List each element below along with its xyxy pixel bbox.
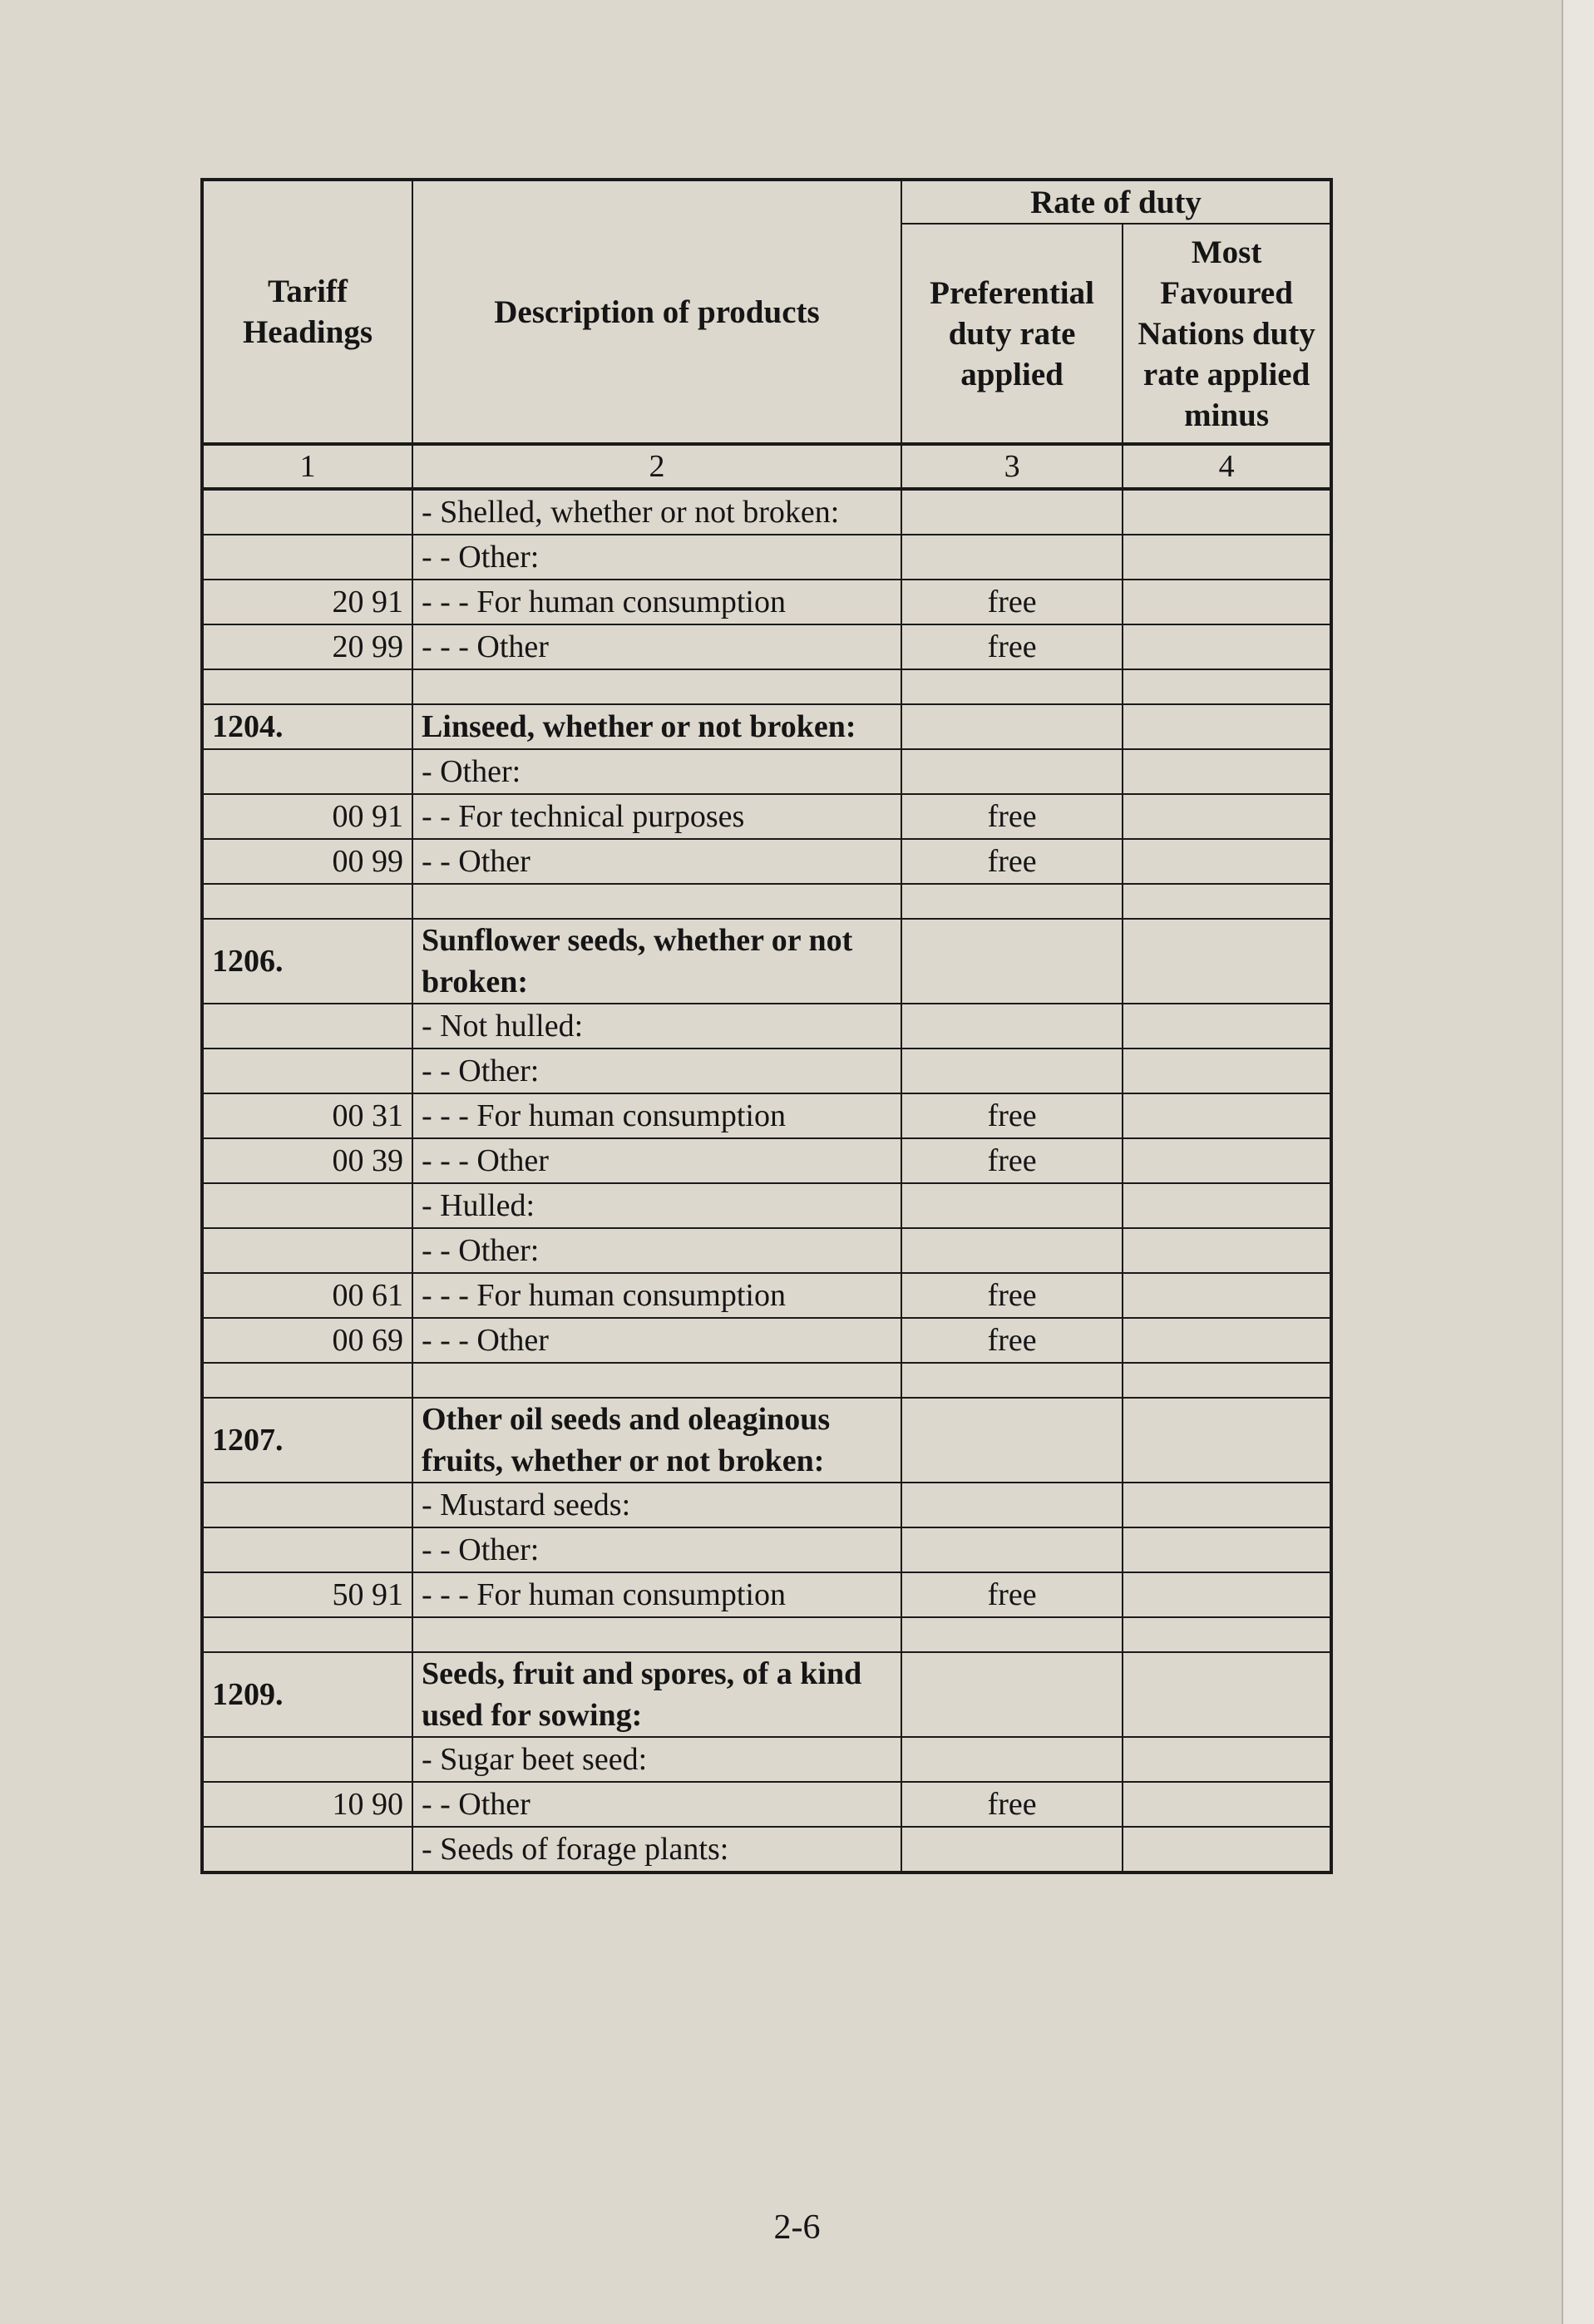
mfn-rate-cell	[1123, 1138, 1331, 1183]
preferential-rate-cell	[901, 1363, 1123, 1398]
table-row	[202, 624, 1331, 669]
tariff-heading-cell: 1204.	[202, 704, 412, 749]
tariff-heading-cell	[202, 749, 412, 794]
description-cell: - Seeds of forage plants:	[412, 1827, 901, 1873]
table-row	[202, 704, 1331, 749]
table-row	[202, 839, 1331, 884]
preferential-rate-cell: free	[901, 794, 1123, 839]
table-row	[202, 749, 1331, 794]
header-tariff-headings: Tariff Headings	[202, 180, 412, 444]
description-cell: - - Other	[412, 1782, 901, 1827]
mfn-rate-cell	[1123, 535, 1331, 580]
preferential-rate-cell	[901, 1004, 1123, 1049]
preferential-rate-cell	[901, 1228, 1123, 1273]
tariff-heading-cell	[202, 884, 412, 919]
table-row	[202, 794, 1331, 839]
mfn-rate-cell	[1123, 1737, 1331, 1782]
tariff-heading-cell	[202, 1527, 412, 1572]
preferential-rate-cell	[901, 919, 1123, 1004]
table-row	[202, 1483, 1331, 1527]
preferential-rate-cell: free	[901, 1093, 1123, 1138]
description-cell: - - Other:	[412, 535, 901, 580]
mfn-rate-cell	[1123, 669, 1331, 704]
col-number-2: 2	[412, 444, 901, 489]
table-row	[202, 919, 1331, 1004]
description-cell: Seeds, fruit and spores, of a kind used for sowing:	[412, 1652, 901, 1737]
description-cell: - - - Other	[412, 1318, 901, 1363]
tariff-heading-cell	[202, 1483, 412, 1527]
table-row	[202, 1004, 1331, 1049]
tariff-heading-cell: 20 91	[202, 580, 412, 624]
mfn-rate-cell	[1123, 1483, 1331, 1527]
description-cell: Other oil seeds and oleaginous fruits, whether or not broken:	[412, 1398, 901, 1483]
mfn-rate-cell	[1123, 1004, 1331, 1049]
preferential-rate-cell	[901, 1398, 1123, 1483]
mfn-rate-cell	[1123, 1318, 1331, 1363]
col-number-1: 1	[202, 444, 412, 489]
table-row	[202, 1138, 1331, 1183]
mfn-rate-cell	[1123, 1363, 1331, 1398]
tariff-heading-cell: 1207.	[202, 1398, 412, 1483]
mfn-rate-cell	[1123, 1228, 1331, 1273]
table-row	[202, 1273, 1331, 1318]
preferential-rate-cell	[901, 669, 1123, 704]
preferential-rate-cell: free	[901, 1782, 1123, 1827]
tariff-heading-cell: 1209.	[202, 1652, 412, 1737]
description-cell: - - - For human consumption	[412, 1572, 901, 1617]
mfn-rate-cell	[1123, 704, 1331, 749]
description-cell: - - - For human consumption	[412, 1273, 901, 1318]
page-edge	[1562, 0, 1594, 2324]
preferential-rate-cell	[901, 489, 1123, 535]
table-row	[202, 1572, 1331, 1617]
tariff-heading-cell: 00 61	[202, 1273, 412, 1318]
mfn-rate-cell	[1123, 1273, 1331, 1318]
preferential-rate-cell	[901, 1527, 1123, 1572]
table-row	[202, 1827, 1331, 1873]
tariff-heading-cell	[202, 1049, 412, 1093]
description-cell	[412, 1617, 901, 1652]
tariff-heading-cell: 20 99	[202, 624, 412, 669]
description-cell: - - - For human consumption	[412, 580, 901, 624]
table-row	[202, 489, 1331, 535]
preferential-rate-cell	[901, 884, 1123, 919]
table-row	[202, 1652, 1331, 1737]
description-cell: - Mustard seeds:	[412, 1483, 901, 1527]
preferential-rate-cell: free	[901, 580, 1123, 624]
description-cell: - Not hulled:	[412, 1004, 901, 1049]
description-cell	[412, 1363, 901, 1398]
preferential-rate-cell: free	[901, 624, 1123, 669]
preferential-rate-cell	[901, 704, 1123, 749]
preferential-rate-cell: free	[901, 1318, 1123, 1363]
preferential-rate-cell	[901, 1617, 1123, 1652]
mfn-rate-cell	[1123, 794, 1331, 839]
table-row	[202, 1737, 1331, 1782]
table-row	[202, 1782, 1331, 1827]
preferential-rate-cell	[901, 1183, 1123, 1228]
tariff-heading-cell: 00 99	[202, 839, 412, 884]
description-cell: - - - For human consumption	[412, 1093, 901, 1138]
tariff-body	[202, 489, 1331, 1873]
page-number: 2-6	[773, 2208, 821, 2247]
preferential-rate-cell	[901, 1049, 1123, 1093]
mfn-rate-cell	[1123, 749, 1331, 794]
mfn-rate-cell	[1123, 1049, 1331, 1093]
description-cell: - Other:	[412, 749, 901, 794]
description-cell: - - - Other	[412, 624, 901, 669]
tariff-heading-cell: 00 91	[202, 794, 412, 839]
tariff-heading-cell: 00 39	[202, 1138, 412, 1183]
tariff-table	[200, 178, 1333, 1874]
description-cell	[412, 669, 901, 704]
mfn-rate-cell	[1123, 884, 1331, 919]
description-cell: Sunflower seeds, whether or not broken:	[412, 919, 901, 1004]
header-rate-of-duty: Rate of duty	[901, 180, 1331, 224]
preferential-rate-cell: free	[901, 839, 1123, 884]
table-row	[202, 1049, 1331, 1093]
description-cell	[412, 884, 901, 919]
description-cell: - - Other:	[412, 1228, 901, 1273]
mfn-rate-cell	[1123, 919, 1331, 1004]
table-row	[202, 1617, 1331, 1652]
description-cell: - - Other:	[412, 1049, 901, 1093]
header-mfn: Most Favoured Nations duty rate applied minus	[1123, 224, 1331, 444]
preferential-rate-cell: free	[901, 1138, 1123, 1183]
table-row	[202, 1318, 1331, 1363]
table-row	[202, 1398, 1331, 1483]
tariff-heading-cell	[202, 1228, 412, 1273]
tariff-heading-cell	[202, 1183, 412, 1228]
preferential-rate-cell	[901, 1737, 1123, 1782]
preferential-rate-cell: free	[901, 1273, 1123, 1318]
mfn-rate-cell	[1123, 1827, 1331, 1873]
table-row	[202, 580, 1331, 624]
mfn-rate-cell	[1123, 1093, 1331, 1138]
header-preferential: Preferential duty rate applied	[901, 224, 1123, 444]
col-number-4: 4	[1123, 444, 1331, 489]
mfn-rate-cell	[1123, 1527, 1331, 1572]
mfn-rate-cell	[1123, 1183, 1331, 1228]
tariff-heading-cell: 10 90	[202, 1782, 412, 1827]
tariff-heading-cell	[202, 1004, 412, 1049]
mfn-rate-cell	[1123, 624, 1331, 669]
mfn-rate-cell	[1123, 1572, 1331, 1617]
description-cell: Linseed, whether or not broken:	[412, 704, 901, 749]
mfn-rate-cell	[1123, 489, 1331, 535]
tariff-heading-cell: 1206.	[202, 919, 412, 1004]
description-cell: - Hulled:	[412, 1183, 901, 1228]
mfn-rate-cell	[1123, 1782, 1331, 1827]
description-cell: - Shelled, whether or not broken:	[412, 489, 901, 535]
table-row	[202, 1093, 1331, 1138]
description-cell: - Sugar beet seed:	[412, 1737, 901, 1782]
preferential-rate-cell	[901, 1652, 1123, 1737]
table-row	[202, 669, 1331, 704]
description-cell: - - Other	[412, 839, 901, 884]
preferential-rate-cell	[901, 749, 1123, 794]
table-row	[202, 1183, 1331, 1228]
tariff-heading-cell: 50 91	[202, 1572, 412, 1617]
tariff-heading-cell	[202, 535, 412, 580]
mfn-rate-cell	[1123, 1617, 1331, 1652]
table-row	[202, 1228, 1331, 1273]
mfn-rate-cell	[1123, 1398, 1331, 1483]
tariff-heading-cell	[202, 1737, 412, 1782]
preferential-rate-cell	[901, 1827, 1123, 1873]
tariff-heading-cell: 00 69	[202, 1318, 412, 1363]
table-row	[202, 535, 1331, 580]
tariff-heading-cell	[202, 1363, 412, 1398]
tariff-heading-cell	[202, 489, 412, 535]
table-row	[202, 1363, 1331, 1398]
table-row	[202, 884, 1331, 919]
table-row	[202, 1527, 1331, 1572]
mfn-rate-cell	[1123, 839, 1331, 884]
description-cell: - - Other:	[412, 1527, 901, 1572]
col-number-3: 3	[901, 444, 1123, 489]
tariff-heading-cell	[202, 669, 412, 704]
description-cell: - - - Other	[412, 1138, 901, 1183]
preferential-rate-cell	[901, 535, 1123, 580]
tariff-heading-cell	[202, 1827, 412, 1873]
description-cell: - - For technical purposes	[412, 794, 901, 839]
tariff-heading-cell	[202, 1617, 412, 1652]
tariff-heading-cell: 00 31	[202, 1093, 412, 1138]
mfn-rate-cell	[1123, 580, 1331, 624]
mfn-rate-cell	[1123, 1652, 1331, 1737]
preferential-rate-cell: free	[901, 1572, 1123, 1617]
preferential-rate-cell	[901, 1483, 1123, 1527]
header-description: Description of products	[412, 180, 901, 444]
